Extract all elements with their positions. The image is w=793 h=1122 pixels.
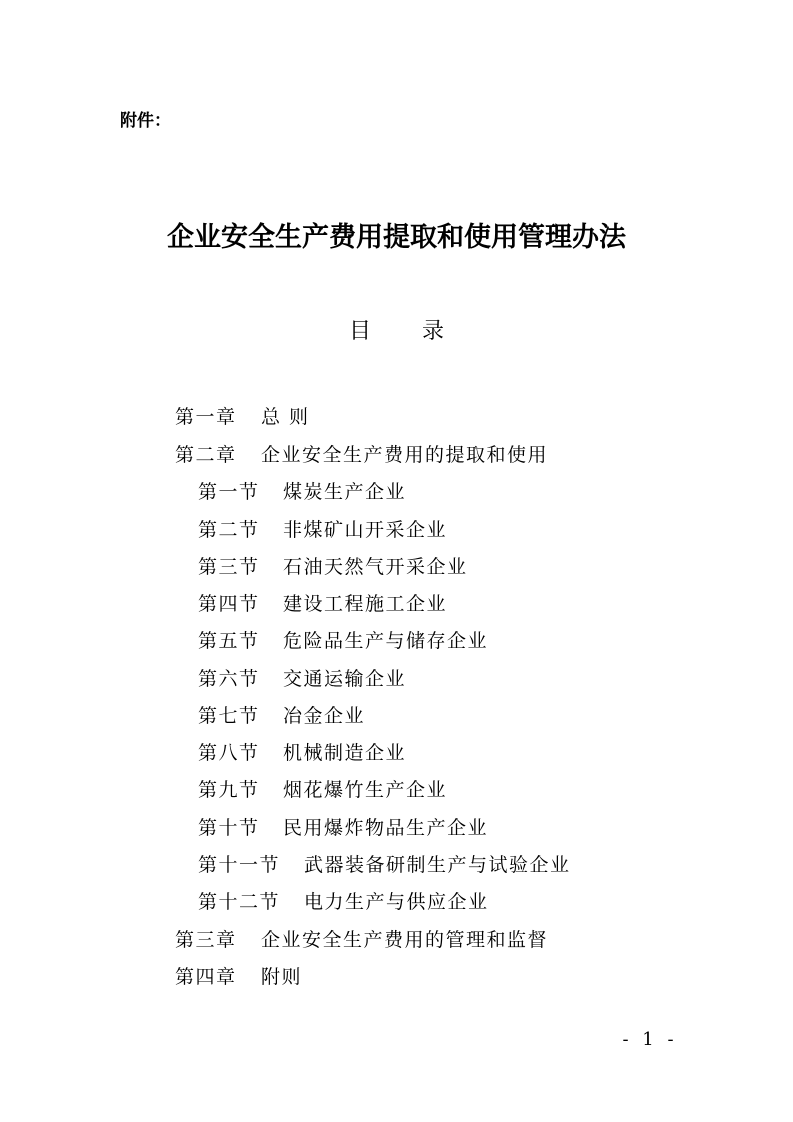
toc-text: 非煤矿山开采企业 (283, 519, 448, 541)
toc-label: 第四节 (198, 593, 260, 615)
toc-section-11 (198, 852, 571, 878)
toc-text: 石油天然气开采企业 (283, 556, 468, 578)
toc-label: 第一节 (198, 481, 260, 503)
toc-label: 第五节 (198, 630, 260, 652)
toc-text: 电力生产与供应企业 (304, 891, 489, 913)
toc-label: 第十二节 (198, 891, 281, 913)
toc-section-10 (198, 815, 488, 841)
page-number: - 1 - (622, 1029, 678, 1050)
toc-section-5 (198, 628, 488, 654)
toc-text: 烟花爆竹生产企业 (283, 779, 448, 801)
toc-chapter-4 (175, 964, 302, 990)
toc-text: 民用爆炸物品生产企业 (283, 817, 489, 839)
toc-text: 建设工程施工企业 (283, 593, 448, 615)
toc-text: 企业安全生产费用的管理和监督 (261, 929, 549, 951)
toc-section-3 (198, 554, 468, 580)
toc-label: 第二节 (198, 519, 260, 541)
toc-label: 第一章 (175, 406, 237, 428)
toc-section-9 (198, 777, 447, 803)
toc-label: 第四章 (175, 966, 237, 988)
toc-label: 第十一节 (198, 854, 281, 876)
toc-chapter-1 (175, 404, 310, 430)
toc-text: 企业安全生产费用的提取和使用 (261, 444, 549, 466)
document-title: 企业安全生产费用提取和使用管理办法 (167, 222, 626, 253)
toc-section-7 (198, 703, 365, 729)
toc-chapter-3 (175, 927, 548, 953)
toc-section-12 (198, 889, 489, 915)
toc-heading: 目 录 (349, 319, 466, 344)
toc-chapter-2 (175, 442, 548, 468)
toc-label: 第九节 (198, 779, 260, 801)
toc-label: 第十节 (198, 817, 260, 839)
attachment-label: 附件： (120, 111, 171, 131)
toc-label: 第七节 (198, 705, 260, 727)
toc-text: 交通运输企业 (283, 668, 407, 690)
toc-label: 第三章 (175, 929, 237, 951)
toc-section-1 (198, 479, 406, 505)
toc-text: 总 则 (261, 406, 310, 428)
toc-section-6 (198, 666, 406, 692)
toc-section-8 (198, 740, 406, 766)
toc-label: 第三节 (198, 556, 260, 578)
toc-section-2 (198, 517, 447, 543)
toc-text: 冶金企业 (283, 705, 366, 727)
toc-label: 第八节 (198, 742, 260, 764)
toc-label: 第六节 (198, 668, 260, 690)
toc-text: 危险品生产与储存企业 (283, 630, 489, 652)
toc-text: 武器装备研制生产与试验企业 (304, 854, 571, 876)
toc-section-4 (198, 591, 447, 617)
toc-label: 第二章 (175, 444, 237, 466)
toc-text: 煤炭生产企业 (283, 481, 407, 503)
toc-text: 机械制造企业 (283, 742, 407, 764)
toc-text: 附则 (261, 966, 303, 988)
